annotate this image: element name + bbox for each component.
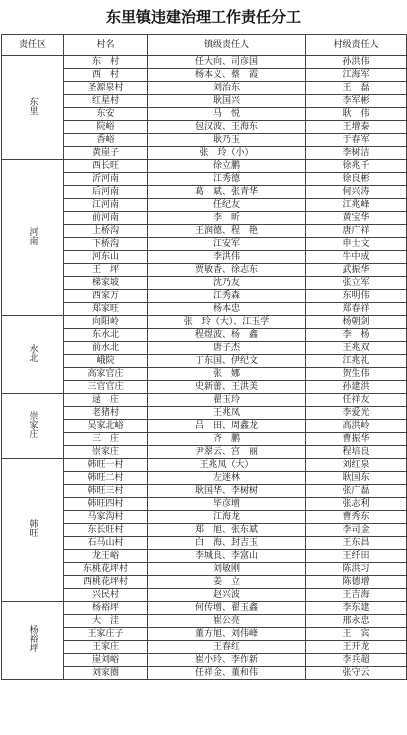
town-lead-cell: 江海龙 <box>148 511 306 524</box>
town-lead-cell: 耿乃玉 <box>148 134 306 147</box>
village-name-cell: 郑家旺 <box>64 303 148 316</box>
town-lead-cell: 包汉波、王海东 <box>148 121 306 134</box>
village-name-cell: 韩旺一村 <box>64 459 148 472</box>
village-name-cell: 东长旺村 <box>64 524 148 537</box>
village-name-cell: 红星村 <box>64 95 148 108</box>
town-lead-cell: 王兆凤（大） <box>148 459 306 472</box>
town-lead-cell: 毕彦增 <box>148 498 306 511</box>
village-lead-cell: 陈洪习 <box>306 563 407 576</box>
village-lead-cell: 王东昌 <box>306 537 407 550</box>
village-lead-cell: 李兵超 <box>306 654 407 667</box>
village-lead-cell: 王增泰 <box>306 121 407 134</box>
town-lead-cell: 张 玲（大）、江玉学 <box>148 316 306 329</box>
town-lead-cell: 贾敏香、徐志东 <box>148 264 306 277</box>
document-title: 东里镇违建治理工作责任分工 <box>105 8 301 26</box>
table-row <box>2 459 407 472</box>
town-lead-cell: 江安军 <box>148 238 306 251</box>
village-name-cell: 三官官庄 <box>64 381 148 394</box>
village-name-cell: 前水北 <box>64 342 148 355</box>
town-lead-cell: 王兆凤 <box>148 407 306 420</box>
zone-label: 韩旺 <box>27 519 38 537</box>
town-lead-cell: 程煜波、杨 鑫 <box>148 329 306 342</box>
town-lead-cell: 李城良、李富山 <box>148 550 306 563</box>
village-lead-cell: 孙洪伟 <box>306 56 407 69</box>
village-name-cell: 韩旺四村 <box>64 498 148 511</box>
town-lead-cell: 唐子杰 <box>148 342 306 355</box>
village-lead-cell: 王 磊 <box>306 82 407 95</box>
village-name-cell: 香峪 <box>64 134 148 147</box>
village-name-cell: 王 坪 <box>64 264 148 277</box>
village-name-cell: 院峪 <box>64 121 148 134</box>
village-lead-cell: 邢永忠 <box>306 615 407 628</box>
town-lead-cell: 杨本忠 <box>148 303 306 316</box>
town-lead-cell: 张 娜 <box>148 368 306 381</box>
town-lead-cell: 王春红 <box>148 641 306 654</box>
village-lead-cell: 李树洁 <box>306 147 407 160</box>
village-name-cell: 黄崖子 <box>64 147 148 160</box>
town-lead-cell: 刘敏刚 <box>148 563 306 576</box>
village-lead-cell: 牛中成 <box>306 251 407 264</box>
table-row <box>2 316 407 329</box>
village-lead-cell: 江兆礼 <box>306 355 407 368</box>
village-lead-cell: 徐良彬 <box>306 173 407 186</box>
village-lead-cell: 杨朝剑 <box>306 316 407 329</box>
village-name-cell: 马家沟村 <box>64 511 148 524</box>
village-name-cell: 下桥沟 <box>64 238 148 251</box>
table-header <box>2 35 407 56</box>
village-name-cell: 王家庄 <box>64 641 148 654</box>
village-name-cell: 峨院 <box>64 355 148 368</box>
town-lead-cell: 江秀森 <box>148 290 306 303</box>
table-row <box>2 56 407 69</box>
village-name-cell: 刘家圈 <box>64 667 148 680</box>
header-village-lead: 村级责任人 <box>306 35 407 56</box>
town-lead-cell: 耿国兴 <box>148 95 306 108</box>
village-lead-cell: 徐兆千 <box>306 160 407 173</box>
responsibility-table <box>1 34 407 680</box>
village-name-cell: 逯 庄 <box>64 394 148 407</box>
village-lead-cell: 程培良 <box>306 446 407 459</box>
town-lead-cell: 丁东国、伊纪文 <box>148 355 306 368</box>
village-name-cell: 东 村 <box>64 56 148 69</box>
town-lead-cell: 刘治东 <box>148 82 306 95</box>
town-lead-cell: 耿国华、李树树 <box>148 485 306 498</box>
village-name-cell: 前河南 <box>64 212 148 225</box>
village-name-cell: 崖刘峪 <box>64 654 148 667</box>
town-lead-cell: 翟玉玲 <box>148 394 306 407</box>
village-lead-cell: 申士文 <box>306 238 407 251</box>
village-name-cell: 石马山村 <box>64 537 148 550</box>
zone-cell <box>2 316 64 394</box>
village-lead-cell: 李司金 <box>306 524 407 537</box>
village-name-cell: 西桃花坪村 <box>64 576 148 589</box>
village-name-cell: 梯家坡 <box>64 277 148 290</box>
village-lead-cell: 江兆峰 <box>306 199 407 212</box>
village-lead-cell: 刘红泉 <box>306 459 407 472</box>
village-name-cell: 韩旺二村 <box>64 472 148 485</box>
village-lead-cell: 李爱光 <box>306 407 407 420</box>
village-lead-cell: 王纤田 <box>306 550 407 563</box>
village-name-cell: 西家万 <box>64 290 148 303</box>
village-name-cell: 龙王峪 <box>64 550 148 563</box>
village-lead-cell: 唐广祥 <box>306 225 407 238</box>
village-name-cell: 上桥沟 <box>64 225 148 238</box>
town-lead-cell: 崔公亮 <box>148 615 306 628</box>
village-lead-cell: 郑春祥 <box>306 303 407 316</box>
village-lead-cell: 张广磊 <box>306 485 407 498</box>
village-lead-cell: 江海军 <box>306 69 407 82</box>
village-name-cell: 崇家庄 <box>64 446 148 459</box>
village-lead-cell: 曹振华 <box>306 433 407 446</box>
village-lead-cell: 耿 伟 <box>306 108 407 121</box>
town-lead-cell: 崔小玲、李作新 <box>148 654 306 667</box>
village-lead-cell: 王开龙 <box>306 641 407 654</box>
town-lead-cell: 任大向、司彦国 <box>148 56 306 69</box>
town-lead-cell: 赵兴波 <box>148 589 306 602</box>
village-name-cell: 沂河南 <box>64 173 148 186</box>
village-name-cell: 高家官庄 <box>64 368 148 381</box>
village-name-cell: 兴民村 <box>64 589 148 602</box>
town-lead-cell: 姜 立 <box>148 576 306 589</box>
village-name-cell: 东桃花坪村 <box>64 563 148 576</box>
village-lead-cell: 高洪岭 <box>306 420 407 433</box>
village-lead-cell: 于春军 <box>306 134 407 147</box>
village-name-cell: 韩旺三村 <box>64 485 148 498</box>
village-name-cell: 杨裕坪 <box>64 602 148 615</box>
village-name-cell: 向阳岭 <box>64 316 148 329</box>
zone-label: 水北 <box>27 343 38 362</box>
town-lead-cell: 尹翠云、宫 丽 <box>148 446 306 459</box>
village-lead-cell: 东明伟 <box>306 290 407 303</box>
zone-label: 河南 <box>27 226 38 245</box>
table-row <box>2 394 407 407</box>
header-row <box>2 35 407 56</box>
zone-cell <box>2 160 64 316</box>
table-row <box>2 602 407 615</box>
town-lead-cell: 齐 鹏 <box>148 433 306 446</box>
village-lead-cell: 任祥友 <box>306 394 407 407</box>
town-lead-cell: 何传增、翟玉鑫 <box>148 602 306 615</box>
town-lead-cell: 郑 旭、张东斌 <box>148 524 306 537</box>
table-row <box>2 160 407 173</box>
town-lead-cell: 任纪友 <box>148 199 306 212</box>
town-lead-cell: 江秀德 <box>148 173 306 186</box>
town-lead-cell: 王润德、程 艳 <box>148 225 306 238</box>
village-name-cell: 江河南 <box>64 199 148 212</box>
village-lead-cell: 孙建洪 <box>306 381 407 394</box>
village-lead-cell: 李军彬 <box>306 95 407 108</box>
village-name-cell: 三 庄 <box>64 433 148 446</box>
village-lead-cell: 张志利 <box>306 498 407 511</box>
village-lead-cell: 李东建 <box>306 602 407 615</box>
village-lead-cell: 王兆双 <box>306 342 407 355</box>
zone-cell <box>2 602 64 680</box>
village-lead-cell: 李 杨 <box>306 329 407 342</box>
town-lead-cell: 葛 斌、张青华 <box>148 186 306 199</box>
town-lead-cell: 董方旭、刘伟峰 <box>148 628 306 641</box>
village-lead-cell: 贺生伟 <box>306 368 407 381</box>
table-body <box>2 56 407 680</box>
village-name-cell: 大 洼 <box>64 615 148 628</box>
village-name-cell: 西长旺 <box>64 160 148 173</box>
village-name-cell: 吴家北峪 <box>64 420 148 433</box>
village-name-cell: 东安 <box>64 108 148 121</box>
town-lead-cell: 李 昕 <box>148 212 306 225</box>
zone-cell <box>2 394 64 459</box>
town-lead-cell: 杨本义、蔡 霞 <box>148 69 306 82</box>
village-name-cell: 后河南 <box>64 186 148 199</box>
town-lead-cell: 白 海、封吉玉 <box>148 537 306 550</box>
village-name-cell: 东水北 <box>64 329 148 342</box>
header-town-lead: 镇级责任人 <box>148 35 306 56</box>
zone-cell <box>2 459 64 602</box>
town-lead-cell: 徐立鹏 <box>148 160 306 173</box>
town-lead-cell: 马 悦 <box>148 108 306 121</box>
zone-cell <box>2 56 64 160</box>
village-name-cell: 王家庄子 <box>64 628 148 641</box>
town-lead-cell: 张 玲（小） <box>148 147 306 160</box>
village-lead-cell: 陈德增 <box>306 576 407 589</box>
zone-label: 崇家庄 <box>27 410 38 438</box>
village-lead-cell: 耿国东 <box>306 472 407 485</box>
village-name-cell: 老猪村 <box>64 407 148 420</box>
village-lead-cell: 张立军 <box>306 277 407 290</box>
zone-label: 杨裕坪 <box>27 625 38 652</box>
town-lead-cell: 吕 田、周鑫龙 <box>148 420 306 433</box>
village-name-cell: 西 村 <box>64 69 148 82</box>
village-lead-cell: 武振华 <box>306 264 407 277</box>
village-lead-cell: 王 宾 <box>306 628 407 641</box>
town-lead-cell: 左迷林 <box>148 472 306 485</box>
town-lead-cell: 沈乃友 <box>148 277 306 290</box>
town-lead-cell: 李洪伟 <box>148 251 306 264</box>
village-lead-cell: 张守云 <box>306 667 407 680</box>
town-lead-cell: 任祥金、董和伟 <box>148 667 306 680</box>
town-lead-cell: 史新蕾、王洪美 <box>148 381 306 394</box>
village-lead-cell: 黄宝华 <box>306 212 407 225</box>
village-lead-cell: 曹秀东 <box>306 511 407 524</box>
zone-label: 东里 <box>27 96 38 115</box>
village-lead-cell: 王吉海 <box>306 589 407 602</box>
header-village: 村名 <box>64 35 148 56</box>
village-lead-cell: 何兴涛 <box>306 186 407 199</box>
village-name-cell: 河东山 <box>64 251 148 264</box>
village-name-cell: 圣源泉村 <box>64 82 148 95</box>
header-zone: 责任区 <box>2 35 64 56</box>
